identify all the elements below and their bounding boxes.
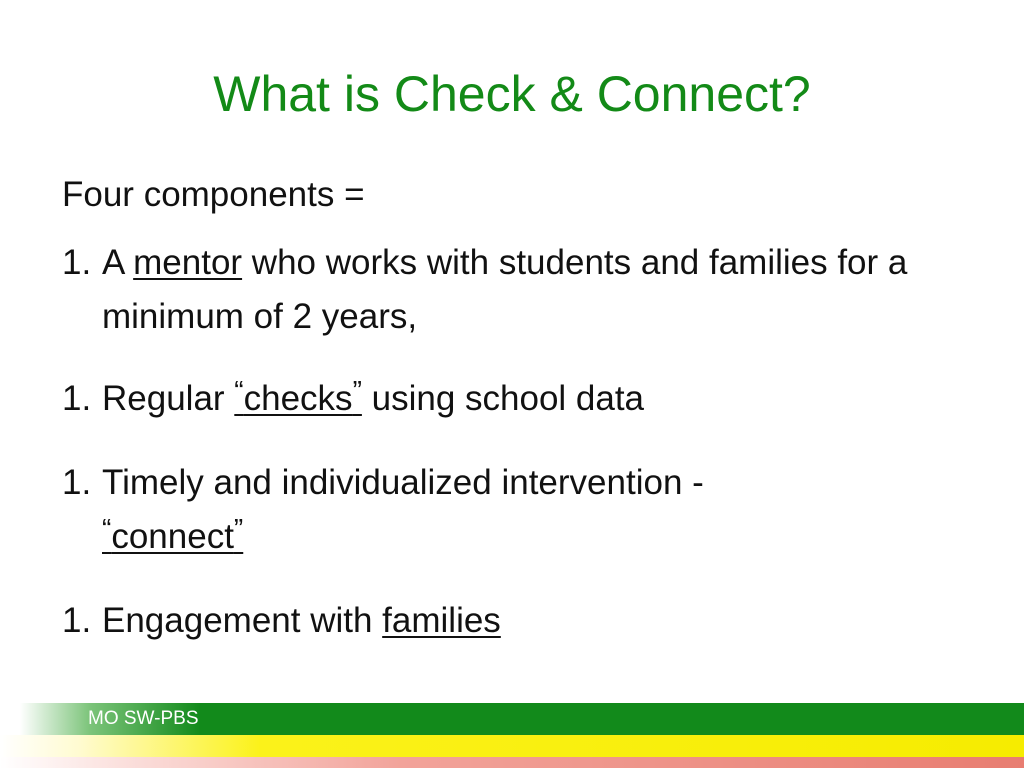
list-number: 1. <box>62 463 92 502</box>
close-quote: ” <box>352 375 362 406</box>
list-number: 1. <box>62 601 92 640</box>
list-item-checks <box>62 372 962 428</box>
item-text: Regular <box>102 379 235 418</box>
underlined-term: mentor <box>133 243 243 282</box>
underlined-term-group <box>234 375 362 418</box>
underlined-term: checks <box>243 379 353 418</box>
list-number: 1. <box>62 243 92 282</box>
footer-band-yellow <box>0 735 1024 757</box>
slide-content <box>62 168 962 676</box>
item-text: A <box>102 243 134 282</box>
list-item-mentor <box>62 236 962 344</box>
footer-label: MO SW-PBS <box>88 708 199 729</box>
item-text: Timely and individualized intervention - <box>102 463 704 502</box>
item-text: using school data <box>361 379 645 418</box>
open-quote: “ <box>102 513 112 544</box>
list-number: 1. <box>62 379 92 418</box>
item-text: Engagement with <box>102 601 383 640</box>
underlined-term: families <box>382 601 501 640</box>
list-item-connect <box>62 456 962 566</box>
open-quote: “ <box>234 375 244 406</box>
item-text: who works with students and families for a minimum of 2 years, <box>102 243 908 336</box>
underlined-term: connect <box>111 517 234 556</box>
intro-text: Four components = <box>62 175 365 214</box>
footer-bar <box>0 703 1024 768</box>
list-item-families <box>62 594 962 648</box>
close-quote: ” <box>233 513 244 544</box>
slide-title: What is Check & Connect? <box>213 66 811 122</box>
footer-band-red <box>0 757 1024 768</box>
underlined-term-group <box>102 513 244 556</box>
